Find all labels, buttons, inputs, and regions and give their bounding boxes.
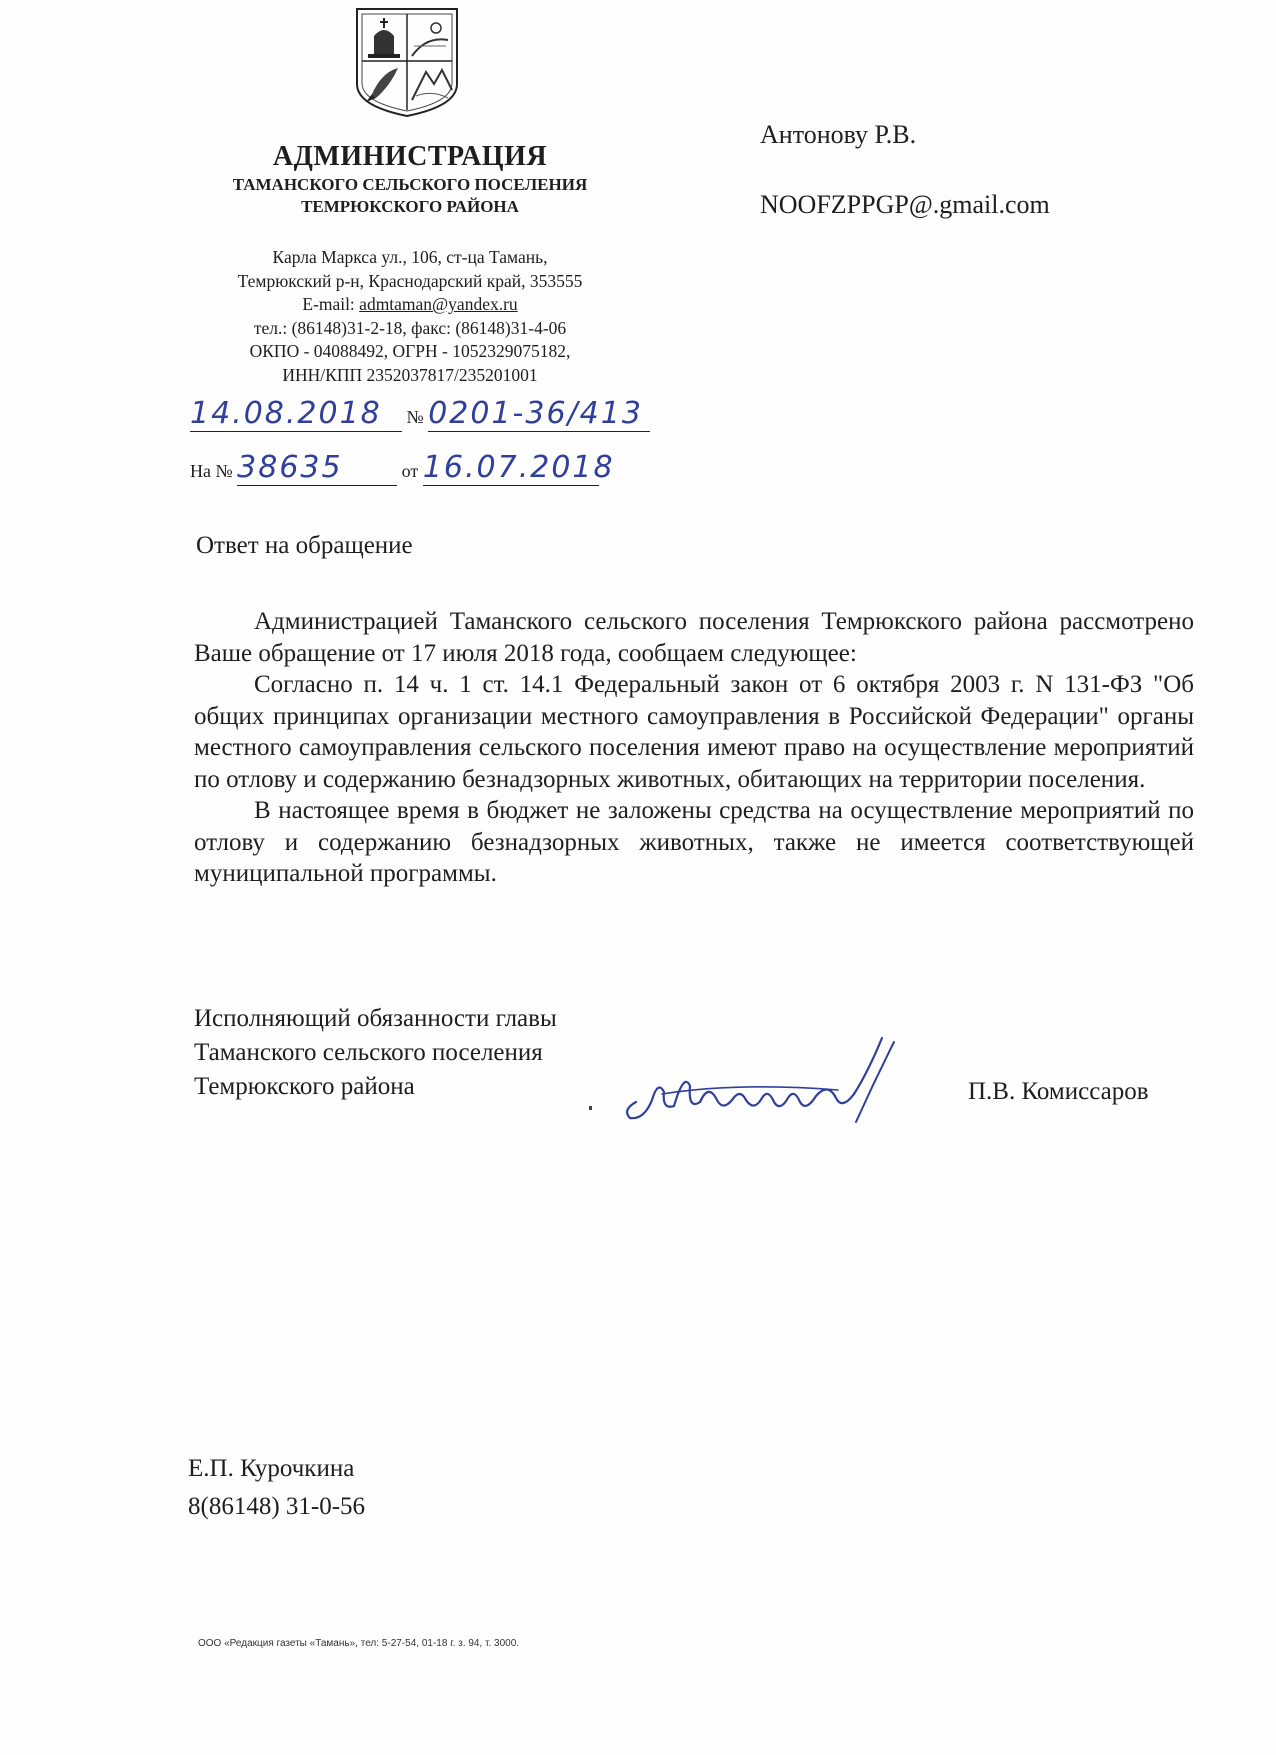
signatory-title-line-1: Исполняющий обязанности главы	[194, 1005, 557, 1032]
reply-reference	[190, 450, 615, 486]
signatory-title-line-2: Таманского сельского поселения	[194, 1039, 543, 1066]
signatory-title-block	[194, 1002, 557, 1104]
email-label: E-mail:	[302, 294, 360, 314]
org-name: АДМИНИСТРАЦИЯ	[272, 141, 548, 172]
outgoing-date: 14.08.2018	[190, 396, 382, 431]
handwritten-signature	[618, 1032, 908, 1128]
reply-number: 38635	[237, 450, 343, 485]
org-address-block	[170, 246, 650, 387]
recipient-email: NOOFZPPGP@.gmail.com	[760, 190, 1050, 219]
recipient-block	[760, 100, 1050, 240]
recipient-name: Антонову Р.В.	[760, 120, 917, 149]
org-email-link[interactable]: admtaman@yandex.ru	[359, 294, 518, 314]
from-label: от	[401, 461, 419, 481]
org-subtitle-1: ТАМАНСКОГО СЕЛЬСКОГО ПОСЕЛЕНИЯ	[232, 175, 588, 194]
printer-imprint: ООО «Редакция газеты «Тамань», тел: 5-27-54, 01-18 г. з. 94, т. 3000.	[198, 1638, 520, 1649]
organization-header	[170, 140, 650, 218]
signer-name: П.В. Комиссаров	[968, 1078, 1149, 1105]
signatory-title-line-3: Темрюкского района	[194, 1073, 415, 1100]
email-line	[170, 293, 650, 317]
phone-line: тел.: (86148)31-2-18, факс: (86148)31-4-06	[253, 317, 567, 338]
executor-block	[188, 1450, 365, 1526]
okpo-ogrn-line: ОКПО - 04088492, ОГРН - 1052329075182,	[249, 341, 571, 361]
body-paragraph-3: В настоящее время в бюджет не заложены средства на осуществление мероприятий по отлову и содержанию безнадзорных животных, также не имеется соответствующей муниципальной программы.	[194, 797, 1194, 887]
inn-kpp-line: ИНН/КПП 2352037817/235201001	[282, 364, 538, 385]
outgoing-number: 0201-36/413	[428, 396, 643, 431]
reply-label: На №	[190, 461, 233, 481]
coat-of-arms-emblem	[354, 6, 460, 118]
letter-body	[194, 606, 1194, 890]
body-paragraph-1: Администрацией Таманского сельского поселения Темрюкского района рассмотрено Ваше обращение от 17 июля 2018 года, сообщаем следующее:	[194, 608, 1194, 667]
address-line-1: Карла Маркса ул., 106, ст-ца Тамань,	[272, 247, 548, 267]
executor-name: Е.П. Курочкина	[188, 1455, 355, 1482]
ink-dot	[589, 1106, 592, 1110]
outgoing-registration	[190, 396, 650, 432]
executor-phone: 8(86148) 31-0-56	[188, 1493, 366, 1520]
letter-subject: Ответ на обращение	[196, 532, 413, 559]
number-label: №	[406, 407, 424, 427]
body-paragraph-2: Согласно п. 14 ч. 1 ст. 14.1 Федеральный закон от 6 октября 2003 г. N 131-ФЗ "Об общих принципах организации местного самоуправления в Российской Федерации" органы местного самоуправления сельского поселения имеют право на осуществление мероприятий по отлову и содержанию безнадзорных животных, обитающих на территории поселения.	[194, 671, 1194, 793]
reply-date: 16.07.2018	[422, 450, 615, 485]
address-line-2: Темрюкский р-н, Краснодарский край, 353555	[237, 270, 583, 291]
org-subtitle-2: ТЕМРЮКСКОГО РАЙОНА	[301, 197, 519, 216]
